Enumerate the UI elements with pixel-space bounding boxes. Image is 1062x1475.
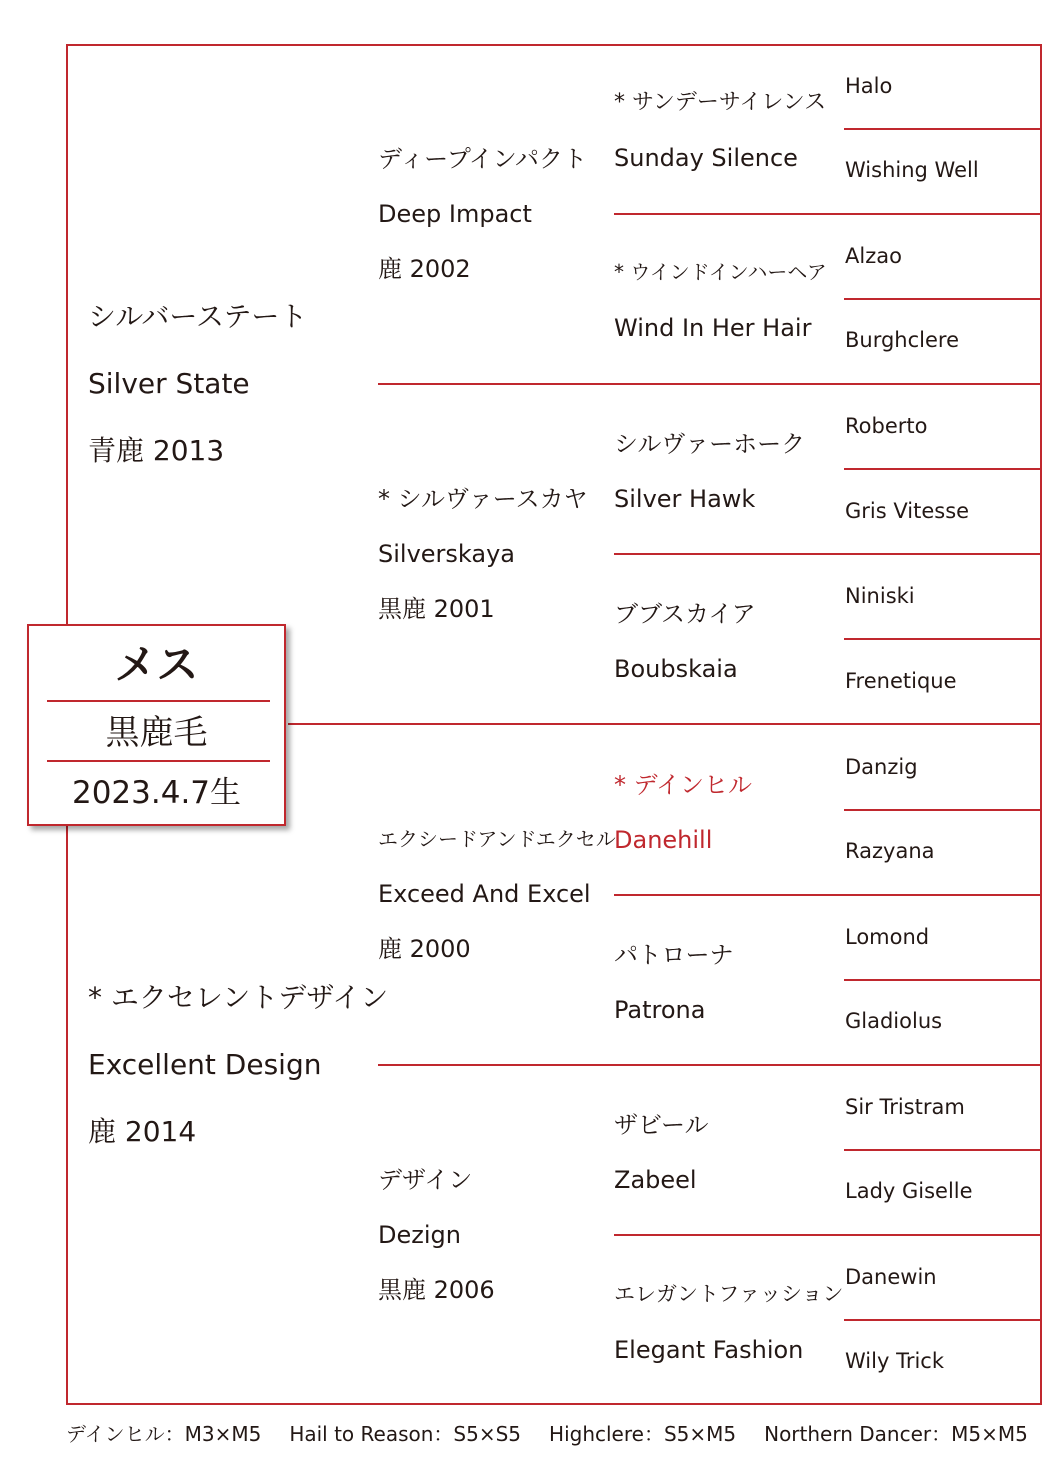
gen2-name-en: Silverskaya xyxy=(378,540,516,568)
gen3-name-en: Elegant Fashion xyxy=(614,1336,804,1364)
sire-info: 青鹿 2013 xyxy=(88,434,225,467)
divider-gen3 xyxy=(614,1234,1042,1236)
divider-gen2-bottom xyxy=(378,1064,1042,1066)
gen4-name: Lomond xyxy=(845,925,930,949)
divider-gen4 xyxy=(844,1149,1042,1151)
inbreeding-entry: デインヒル：M3×M5 xyxy=(66,1422,262,1446)
divider-gen4 xyxy=(844,128,1042,130)
gen3-name-jp: エレガントファッション xyxy=(614,1282,844,1306)
gen2-name-en: Dezign xyxy=(378,1221,461,1249)
inbreeding-entry: Northern Dancer：M5×M5 xyxy=(764,1422,1028,1446)
gen3-name-en: Zabeel xyxy=(614,1166,697,1194)
divider-gen3 xyxy=(614,894,1042,896)
subject-coat-color: 黒鹿毛 xyxy=(105,713,208,753)
divider-sire-dam xyxy=(288,723,1042,725)
subject-separator xyxy=(47,760,270,762)
gen4-name: Lady Giselle xyxy=(845,1179,973,1203)
subject-separator xyxy=(47,700,270,702)
divider-gen4 xyxy=(844,468,1042,470)
gen2-info: 黒鹿 2001 xyxy=(378,595,495,623)
gen4-name: Roberto xyxy=(845,414,928,438)
gen4-name: Gris Vitesse xyxy=(845,499,970,523)
gen3-name-jp: パトローナ xyxy=(614,941,734,969)
gen3-name-en: Silver Hawk xyxy=(614,485,756,513)
gen4-name: Wishing Well xyxy=(845,158,979,182)
gen3-name-jp: * ウインドインハーヘア xyxy=(614,260,827,284)
gen3-name-en: Patrona xyxy=(614,996,706,1024)
gen4-name: Danzig xyxy=(845,755,918,779)
gen2-info: 鹿 2002 xyxy=(378,255,471,283)
gen3-name-en: Sunday Silence xyxy=(614,144,798,172)
subject-box xyxy=(27,624,286,826)
gen3-name-en: Danehill xyxy=(614,826,713,854)
inbreeding-summary xyxy=(66,1418,1028,1447)
gen2-info: 鹿 2000 xyxy=(378,935,471,963)
gen4-name: Sir Tristram xyxy=(845,1095,965,1119)
gen2-name-jp: ディープインパクト xyxy=(378,145,588,173)
subject-birth-date: 2023.4.7生 xyxy=(71,775,242,811)
divider-gen4 xyxy=(844,809,1042,811)
gen4-name: Wily Trick xyxy=(845,1349,944,1373)
divider-gen4 xyxy=(844,979,1042,981)
gen4-name: Frenetique xyxy=(845,669,957,693)
gen2-name-jp: * シルヴァースカヤ xyxy=(378,485,588,513)
divider-gen2-top xyxy=(378,383,1042,385)
gen3-name-jp: ザビール xyxy=(614,1111,709,1139)
divider-gen4 xyxy=(844,1319,1042,1321)
gen3-name-jp: * サンデーサイレンス xyxy=(614,90,827,115)
subject-name: メス xyxy=(114,640,199,689)
gen4-name: Halo xyxy=(845,74,893,98)
gen4-name: Razyana xyxy=(845,839,935,863)
gen2-name-en: Exceed And Excel xyxy=(378,880,591,908)
gen4-name: Niniski xyxy=(845,584,915,608)
gen4-name: Danewin xyxy=(845,1265,937,1289)
inbreeding-entry: Hail to Reason：S5×S5 xyxy=(289,1422,522,1446)
dam-name-en: Excellent Design xyxy=(88,1048,322,1081)
gen3-name-en: Wind In Her Hair xyxy=(614,314,812,342)
divider-gen3 xyxy=(614,213,1042,215)
divider-gen4 xyxy=(844,298,1042,300)
gen4-name: Gladiolus xyxy=(845,1009,943,1033)
sire-name-en: Silver State xyxy=(88,367,250,400)
gen2-name-en: Deep Impact xyxy=(378,200,532,228)
divider-gen4 xyxy=(844,638,1042,640)
gen3-name-jp: シルヴァーホーク xyxy=(614,430,806,458)
gen2-name-jp: デザイン xyxy=(378,1166,473,1194)
gen3-name-en: Boubskaia xyxy=(614,655,738,683)
gen2-info: 黒鹿 2006 xyxy=(378,1276,495,1304)
inbreeding-entry: Highclere：S5×M5 xyxy=(549,1422,737,1446)
gen4-name: Alzao xyxy=(845,244,902,268)
gen2-name-jp: エクシードアンドエクセル xyxy=(378,827,616,851)
dam-info: 鹿 2014 xyxy=(88,1115,197,1148)
gen4-name: Burghclere xyxy=(845,328,960,352)
gen3-name-jp: ブブスカイア xyxy=(614,600,756,628)
divider-gen3 xyxy=(614,553,1042,555)
dam-name-jp: * エクセレントデザイン xyxy=(88,981,389,1014)
sire-name-jp: シルバーステート xyxy=(88,300,308,333)
gen3-name-jp: * デインヒル xyxy=(614,771,752,799)
